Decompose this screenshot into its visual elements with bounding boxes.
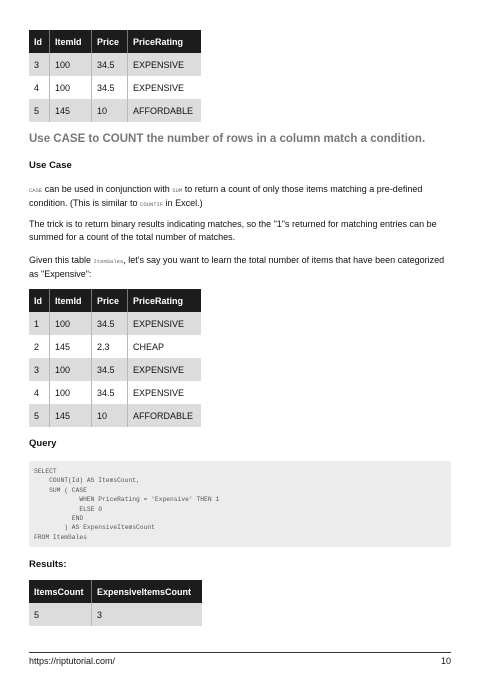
inline-code: SUM — [172, 187, 183, 194]
table-cell: EXPENSIVE — [128, 53, 202, 76]
table-row — [29, 358, 201, 381]
use-case-heading: Use Case — [29, 160, 72, 171]
table-cell: AFFORDABLE — [128, 404, 202, 427]
column-header: Price — [92, 289, 128, 312]
column-header: PriceRating — [128, 30, 202, 53]
column-header: Id — [29, 289, 50, 312]
column-header: ItemsCount — [29, 580, 92, 603]
table-row — [29, 76, 201, 99]
table-cell: EXPENSIVE — [128, 381, 202, 404]
table-cell: 100 — [50, 312, 92, 335]
table-row — [29, 335, 201, 358]
table-cell: 3 — [29, 53, 50, 76]
table-cell: 4 — [29, 76, 50, 99]
table-cell: 4 — [29, 381, 50, 404]
table-cell: 1 — [29, 312, 50, 335]
footer-url: https://riptutorial.com/ — [29, 656, 116, 666]
paragraph-text: can be used in conjunction with — [42, 184, 173, 194]
results-table — [29, 580, 202, 626]
inline-code: ItemSales — [93, 258, 124, 265]
table-cell: EXPENSIVE — [128, 312, 202, 335]
table-header-row — [29, 580, 202, 603]
footer-divider — [29, 652, 451, 653]
column-header: ExpensiveItemsCount — [92, 580, 203, 603]
column-header: Price — [92, 30, 128, 53]
inline-code: COUNTIF — [140, 201, 164, 208]
paragraph-text: to return a count of only those items matching a pre-defined condition. (This is similar to — [29, 184, 423, 208]
table-cell: 34.5 — [92, 381, 128, 404]
table-cell: 34.5 — [92, 358, 128, 381]
table-cell: 3 — [29, 358, 50, 381]
table-row — [29, 53, 201, 76]
table-cell: 145 — [50, 335, 92, 358]
table-cell: 100 — [50, 76, 92, 99]
results-heading: Results: — [29, 559, 67, 570]
table-cell: 10 — [92, 99, 128, 122]
column-header: PriceRating — [128, 289, 202, 312]
table-cell: EXPENSIVE — [128, 358, 202, 381]
table-row — [29, 99, 201, 122]
price-table-top — [29, 30, 201, 122]
section-title: Use CASE to COUNT the number of rows in a column match a condition. — [29, 133, 426, 145]
paragraph-case-sum — [29, 183, 447, 211]
table-cell: AFFORDABLE — [128, 99, 202, 122]
table-cell: 100 — [50, 381, 92, 404]
table-cell: 5 — [29, 603, 92, 626]
item-sales-table — [29, 289, 201, 427]
table-cell: 2 — [29, 335, 50, 358]
table-cell: EXPENSIVE — [128, 76, 202, 99]
table-row — [29, 603, 202, 626]
paragraph-binary-results: The trick is to return binary results indicating matches, so the "1"s returned for matching entries can be summed for a count of the total number of matches. — [29, 219, 437, 242]
column-header: ItemId — [50, 30, 92, 53]
table-cell: 34.5 — [92, 76, 128, 99]
table-cell: 3 — [92, 603, 203, 626]
page-number: 10 — [441, 656, 452, 666]
table-cell: 34.5 — [92, 53, 128, 76]
table-row — [29, 381, 201, 404]
table-row — [29, 404, 201, 427]
table-cell: 2.3 — [92, 335, 128, 358]
column-header: ItemId — [50, 289, 92, 312]
column-header: Id — [29, 30, 50, 53]
table-cell: 100 — [50, 358, 92, 381]
query-heading: Query — [29, 438, 57, 449]
table-row — [29, 312, 201, 335]
table-cell: 145 — [50, 99, 92, 122]
table-cell: 5 — [29, 404, 50, 427]
table-cell: 5 — [29, 99, 50, 122]
sql-code-block: SELECT COUNT(Id) AS ItemsCount, SUM ( CASE WHEN PriceRating = 'Expensive' THEN 1 ELSE 0 END ) AS ExpensiveItemsCount FROM ItemSales — [29, 461, 451, 547]
table-cell: 10 — [92, 404, 128, 427]
table-cell: 145 — [50, 404, 92, 427]
paragraph-text: in Excel.) — [163, 198, 203, 208]
table-header-row — [29, 289, 201, 312]
paragraph-text: Given this table — [29, 255, 94, 265]
inline-code: CASE — [29, 187, 43, 194]
paragraph-text: , let's say you want to learn the total number of items that have been categorized as "Expensive": — [29, 255, 445, 279]
table-cell: 100 — [50, 53, 92, 76]
table-cell: 34.5 — [92, 312, 128, 335]
table-header-row — [29, 30, 201, 53]
table-cell: CHEAP — [128, 335, 202, 358]
paragraph-given-table — [29, 254, 447, 281]
